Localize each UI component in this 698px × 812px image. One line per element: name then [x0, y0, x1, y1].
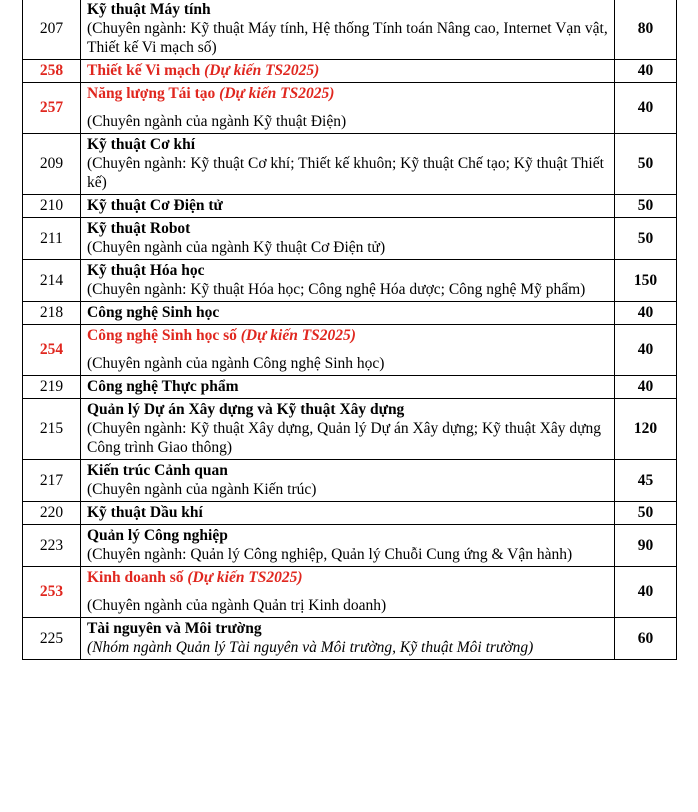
table-row [23, 0, 677, 60]
major-code: 253 [23, 567, 81, 618]
major-quota: 50 [615, 502, 677, 525]
major-name-cell [81, 376, 615, 399]
major-name-cell [81, 0, 615, 60]
major-quota: 50 [615, 134, 677, 195]
major-quota: 90 [615, 525, 677, 567]
majors-table [22, 0, 677, 660]
major-name-cell [81, 618, 615, 660]
major-quota: 80 [615, 0, 677, 60]
major-title-line [87, 619, 608, 638]
major-title-line [87, 400, 608, 419]
major-code: 225 [23, 618, 81, 660]
spacer [87, 103, 608, 112]
major-title: Kỹ thuật Dầu khí [87, 504, 203, 521]
major-title: Thiết kế Vi mạch [87, 62, 201, 79]
major-specializations: (Chuyên ngành: Quản lý Công nghiệp, Quản lý Chuỗi Cung ứng & Vận hành) [87, 546, 573, 563]
major-name-cell [81, 567, 615, 618]
major-name-cell [81, 195, 615, 218]
major-quota: 40 [615, 83, 677, 134]
major-title: Kỹ thuật Robot [87, 220, 191, 237]
major-quota: 45 [615, 460, 677, 502]
major-quota: 40 [615, 325, 677, 376]
major-specializations: (Chuyên ngành: Kỹ thuật Máy tính, Hệ thống Tính toán Nâng cao, Internet Vạn vật, Thiết kế Vi mạch số) [87, 20, 608, 56]
admission-year-tag: (Dự kiến TS2025) [240, 327, 356, 344]
major-quota: 50 [615, 195, 677, 218]
major-title-line [87, 135, 608, 154]
admission-year-tag: (Dự kiến TS2025) [219, 85, 335, 102]
major-name-cell [81, 218, 615, 260]
major-name-cell [81, 60, 615, 83]
major-quota: 50 [615, 218, 677, 260]
major-title-line [87, 219, 608, 238]
major-title-line [87, 261, 608, 280]
table-row [23, 195, 677, 218]
major-code: 254 [23, 325, 81, 376]
major-title: Kinh doanh số [87, 569, 184, 586]
table-row [23, 502, 677, 525]
major-specializations: (Chuyên ngành: Kỹ thuật Cơ khí; Thiết kế khuôn; Kỹ thuật Chế tạo; Kỹ thuật Thiết kế) [87, 155, 604, 191]
major-name-cell [81, 83, 615, 134]
major-title-line [87, 503, 608, 522]
major-title: Kiến trúc Cảnh quan [87, 462, 228, 479]
table-row [23, 460, 677, 502]
major-quota: 60 [615, 618, 677, 660]
major-code: 210 [23, 195, 81, 218]
major-quota: 150 [615, 260, 677, 302]
major-title: Quản lý Dự án Xây dựng và Kỹ thuật Xây dựng [87, 401, 405, 418]
major-title: Kỹ thuật Máy tính [87, 1, 211, 18]
table-row [23, 218, 677, 260]
major-name-cell [81, 399, 615, 460]
major-code: 217 [23, 460, 81, 502]
major-title: Quản lý Công nghiệp [87, 527, 228, 544]
major-title: Kỹ thuật Cơ khí [87, 136, 196, 153]
admission-year-tag: (Dự kiến TS2025) [187, 569, 303, 586]
major-name-cell [81, 525, 615, 567]
major-code: 207 [23, 0, 81, 60]
major-title-line [87, 196, 608, 215]
table-row [23, 525, 677, 567]
major-quota: 40 [615, 567, 677, 618]
major-title: Năng lượng Tái tạo [87, 85, 216, 102]
major-name-cell [81, 325, 615, 376]
major-specializations: (Chuyên ngành của ngành Kỹ thuật Cơ Điện tử) [87, 239, 386, 256]
major-title: Tài nguyên và Môi trường [87, 620, 262, 637]
major-code: 209 [23, 134, 81, 195]
major-title: Công nghệ Thực phẩm [87, 378, 239, 395]
table-row [23, 302, 677, 325]
major-title: Kỹ thuật Cơ Điện tử [87, 197, 223, 214]
table-row [23, 134, 677, 195]
table-row [23, 376, 677, 399]
table-row [23, 399, 677, 460]
table-row [23, 618, 677, 660]
majors-table-body [23, 0, 677, 660]
table-row [23, 83, 677, 134]
major-title-line [87, 61, 608, 80]
major-specializations: (Chuyên ngành của ngành Quản trị Kinh doanh) [87, 597, 387, 614]
major-code: 218 [23, 302, 81, 325]
major-specializations: (Chuyên ngành: Kỹ thuật Hóa học; Công nghệ Hóa dược; Công nghệ Mỹ phẩm) [87, 281, 586, 298]
major-title-line [87, 303, 608, 322]
major-title: Công nghệ Sinh học [87, 304, 220, 321]
major-title-line [87, 568, 608, 587]
major-code: 257 [23, 83, 81, 134]
major-title-line [87, 0, 608, 19]
major-code: 215 [23, 399, 81, 460]
admissions-page [22, 0, 676, 660]
table-row [23, 567, 677, 618]
major-title-line [87, 526, 608, 545]
spacer [87, 587, 608, 596]
major-quota: 40 [615, 60, 677, 83]
major-name-cell [81, 134, 615, 195]
spacer [87, 345, 608, 354]
major-specializations: (Chuyên ngành: Kỹ thuật Xây dựng, Quản lý Dự án Xây dựng; Kỹ thuật Xây dựng Công trình Giao thông) [87, 420, 602, 456]
major-specializations: (Chuyên ngành của ngành Kỹ thuật Điện) [87, 113, 347, 130]
major-code: 223 [23, 525, 81, 567]
admission-year-tag: (Dự kiến TS2025) [204, 62, 320, 79]
major-code: 220 [23, 502, 81, 525]
major-title: Công nghệ Sinh học số [87, 327, 237, 344]
major-name-cell [81, 260, 615, 302]
table-row [23, 325, 677, 376]
major-title: Kỹ thuật Hóa học [87, 262, 205, 279]
major-name-cell [81, 302, 615, 325]
major-specializations: (Nhóm ngành Quản lý Tài nguyên và Môi trường, Kỹ thuật Môi trường) [87, 639, 534, 656]
major-quota: 40 [615, 302, 677, 325]
major-title-line [87, 377, 608, 396]
major-quota: 40 [615, 376, 677, 399]
major-title-line [87, 461, 608, 480]
major-specializations: (Chuyên ngành của ngành Công nghệ Sinh học) [87, 355, 385, 372]
major-quota: 120 [615, 399, 677, 460]
table-row [23, 260, 677, 302]
major-name-cell [81, 502, 615, 525]
major-name-cell [81, 460, 615, 502]
major-title-line [87, 326, 608, 345]
major-code: 214 [23, 260, 81, 302]
table-row [23, 60, 677, 83]
major-code: 258 [23, 60, 81, 83]
major-specializations: (Chuyên ngành của ngành Kiến trúc) [87, 481, 317, 498]
major-code: 211 [23, 218, 81, 260]
major-title-line [87, 84, 608, 103]
major-code: 219 [23, 376, 81, 399]
